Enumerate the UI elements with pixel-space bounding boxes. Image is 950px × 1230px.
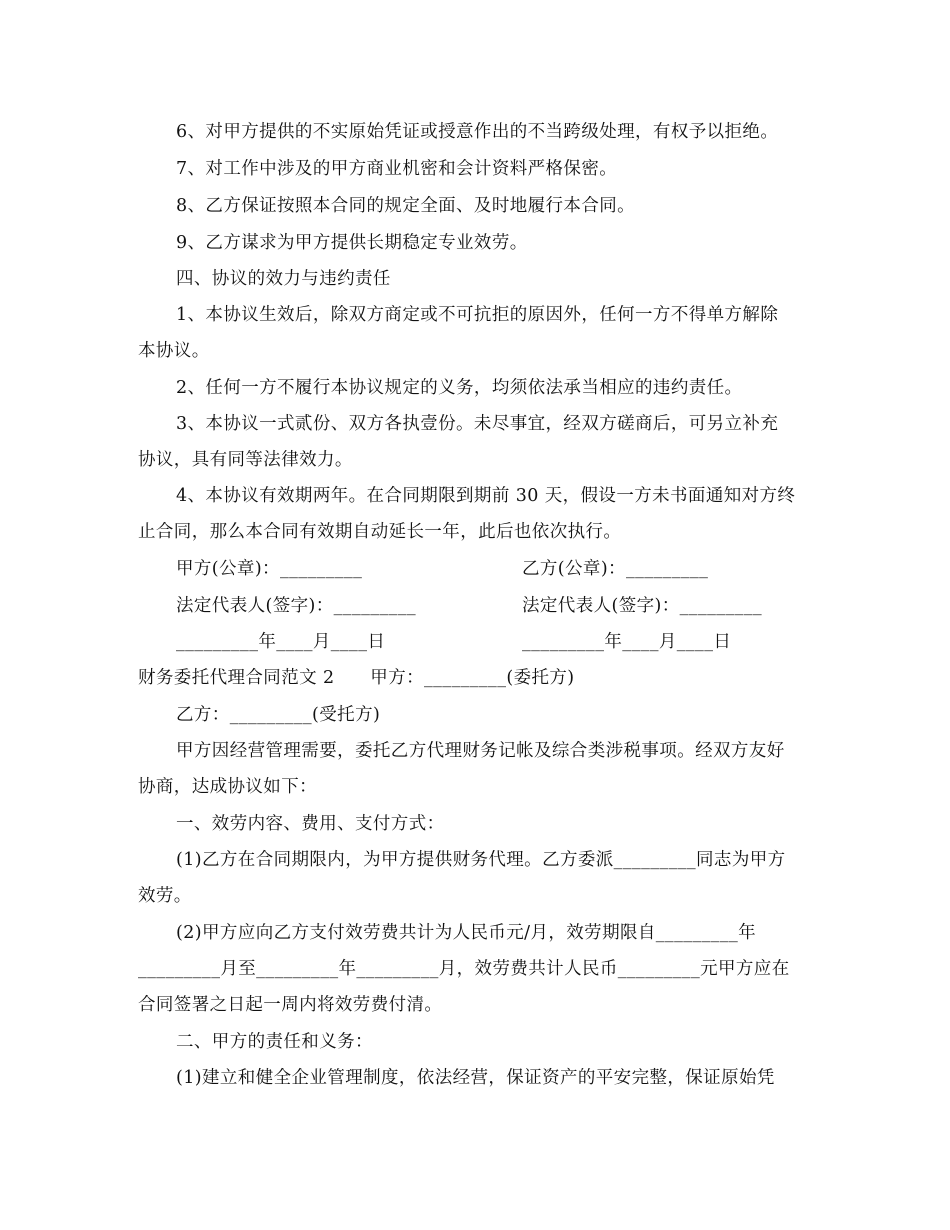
signature-party-b: 乙方(公章)：_________ <box>522 559 709 579</box>
paragraph-s4-1-line2: 本协议。 <box>138 341 210 361</box>
paragraph-1-2-line2: _________月至_________年_________月，效劳费共计人民币_________元甲方应在 <box>138 959 790 979</box>
paragraph-item-6: 6、对甲方提供的不实原始凭证或授意作出的不当跨级处理，有权予以拒绝。 <box>176 122 779 142</box>
paragraph-s4-3-line2: 协议，具有同等法律效力。 <box>138 450 353 470</box>
section-heading-4: 四、协议的效力与违约责任 <box>176 269 391 289</box>
signature-rep-b: 法定代表人(签字)：_________ <box>522 596 763 616</box>
signature-rep-a: 法定代表人(签字)：_________ <box>176 596 417 616</box>
paragraph-s4-1-line1: 1、本协议生效后，除双方商定或不可抗拒的原因外，任何一方不得单方解除 <box>176 305 779 325</box>
paragraph-item-8: 8、乙方保证按照本合同的规定全面、及时地履行本合同。 <box>176 196 636 216</box>
paragraph-1-2-line3: 合同签署之日起一周内将效劳费付清。 <box>138 995 443 1015</box>
paragraph-item-7: 7、对工作中涉及的甲方商业机密和会计资料严格保密。 <box>176 159 618 179</box>
section-heading-1: 一、效劳内容、费用、支付方式： <box>176 814 445 834</box>
paragraph-1-2-line1: (2)甲方应向乙方支付效劳费共计为人民币元/月，效劳期限自_________年 <box>176 923 757 943</box>
contract-title-2: 财务委托代理合同范文 2 甲方：_________(委托方) <box>138 668 575 688</box>
intro-line2: 协商，达成协议如下： <box>138 777 317 797</box>
intro-line1: 甲方因经营管理需要，委托乙方代理财务记帐及综合类涉税事项。经双方友好 <box>176 741 785 761</box>
section-heading-2: 二、甲方的责任和义务： <box>176 1032 373 1052</box>
signature-date-b: _________年____月____日 <box>522 632 732 652</box>
paragraph-2-1-line1: (1)建立和健全企业管理制度，依法经营，保证资产的平安完整，保证原始凭 <box>176 1068 775 1088</box>
signature-date-a: _________年____月____日 <box>176 632 386 652</box>
paragraph-s4-3-line1: 3、本协议一式贰份、双方各执壹份。未尽事宜，经双方磋商后，可另立补充 <box>176 414 779 434</box>
paragraph-s4-2: 2、任何一方不履行本协议规定的义务，均须依法承当相应的违约责任。 <box>176 378 743 398</box>
paragraph-s4-4-line2: 止合同，那么本合同有效期自动延长一年，此后也依次执行。 <box>138 522 622 542</box>
paragraph-item-9: 9、乙方谋求为甲方提供长期稳定专业效劳。 <box>176 233 528 253</box>
paragraph-1-1-line1: (1)乙方在合同期限内，为甲方提供财务代理。乙方委派_________同志为甲方 <box>176 850 786 870</box>
paragraph-s4-4-line1: 4、本协议有效期两年。在合同期限到期前 30 天，假设一方未书面通知对方终 <box>176 486 796 506</box>
signature-party-a: 甲方(公章)：_________ <box>176 559 363 579</box>
party-b-line: 乙方：_________(受托方) <box>176 705 381 725</box>
paragraph-1-1-line2: 效劳。 <box>138 886 192 906</box>
